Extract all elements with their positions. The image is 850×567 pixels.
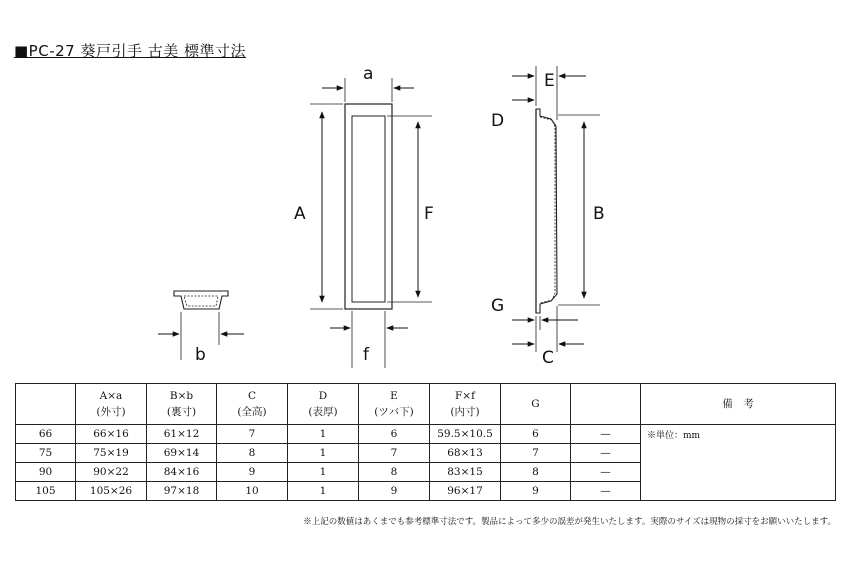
cell-G: 6 <box>501 425 571 444</box>
table-header-row <box>16 384 836 425</box>
cell-B-b: 69×14 <box>147 444 217 463</box>
cell-F-f: 96×17 <box>430 482 501 501</box>
dim-label-F: F <box>424 204 434 224</box>
front-view <box>310 78 432 368</box>
cell-dash: — <box>571 444 641 463</box>
dim-label-E: E <box>544 71 555 91</box>
dim-label-D: D <box>491 111 505 131</box>
cell-B-b: 97×18 <box>147 482 217 501</box>
table-row <box>16 425 836 444</box>
cell-C: 10 <box>217 482 288 501</box>
header-G: G <box>501 384 571 425</box>
cell-F-f: 68×13 <box>430 444 501 463</box>
header-E: E (ツバ下) <box>359 384 430 425</box>
cell-E: 7 <box>359 444 430 463</box>
dimension-table <box>15 383 836 501</box>
cell-D: 1 <box>288 425 359 444</box>
header-F-f: F×f (内寸) <box>430 384 501 425</box>
header-A-a: A×a (外寸) <box>76 384 147 425</box>
cell-G: 7 <box>501 444 571 463</box>
dim-label-b: b <box>195 345 206 365</box>
cell-dash: — <box>571 425 641 444</box>
header-C: C (全高) <box>217 384 288 425</box>
page-title: ■PC-27 葵戸引手 古美 標準寸法 <box>14 42 246 60</box>
cell-A-a: 75×19 <box>76 444 147 463</box>
header-D: D (表厚) <box>288 384 359 425</box>
dim-label-A: A <box>294 204 306 224</box>
header-B-b: B×b (裏寸) <box>147 384 217 425</box>
cell-B-b: 61×12 <box>147 425 217 444</box>
dim-label-G: G <box>491 296 505 316</box>
cell-A-a: 105×26 <box>76 482 147 501</box>
cell-F-f: 59.5×10.5 <box>430 425 501 444</box>
cell-D: 1 <box>288 482 359 501</box>
cell-D: 1 <box>288 463 359 482</box>
cell-D: 1 <box>288 444 359 463</box>
cell-C: 9 <box>217 463 288 482</box>
cell-size: 66 <box>16 425 76 444</box>
footnote: ※上記の数値はあくまでも参考標準寸法です。製品によって多少の誤差が発生いたします。実際のサイズは現物の採寸をお願いいたします。 <box>303 517 836 527</box>
cell-size: 90 <box>16 463 76 482</box>
cell-G: 9 <box>501 482 571 501</box>
dim-label-B: B <box>593 204 605 224</box>
cell-F-f: 83×15 <box>430 463 501 482</box>
cell-size: 105 <box>16 482 76 501</box>
header-remarks: 備 考 <box>641 384 836 425</box>
cell-C: 8 <box>217 444 288 463</box>
header-blank <box>571 384 641 425</box>
cell-A-a: 90×22 <box>76 463 147 482</box>
cell-dash: — <box>571 463 641 482</box>
cell-A-a: 66×16 <box>76 425 147 444</box>
header-size <box>16 384 76 425</box>
cell-dash: — <box>571 482 641 501</box>
cell-B-b: 84×16 <box>147 463 217 482</box>
cell-C: 7 <box>217 425 288 444</box>
dim-label-a: a <box>363 64 374 84</box>
side-view <box>536 66 600 352</box>
dim-label-f: f <box>363 345 369 365</box>
cell-G: 8 <box>501 463 571 482</box>
cell-size: 75 <box>16 444 76 463</box>
cell-E: 9 <box>359 482 430 501</box>
cell-E: 6 <box>359 425 430 444</box>
remarks-cell: ※単位：mm <box>641 425 836 501</box>
dim-label-C: C <box>542 348 554 368</box>
cell-E: 8 <box>359 463 430 482</box>
